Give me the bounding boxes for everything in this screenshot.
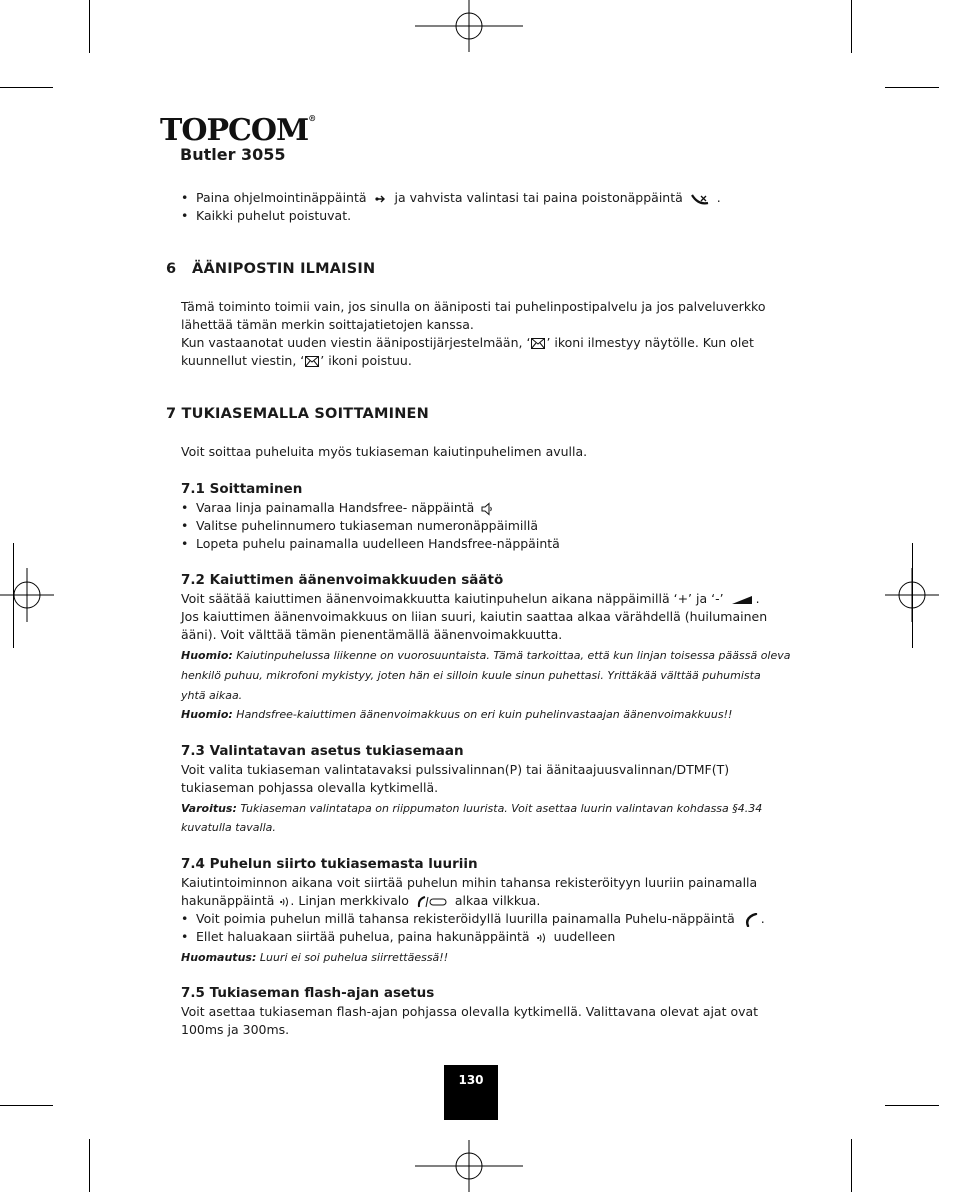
- phone-handset-icon: [745, 913, 759, 927]
- list-item: • Ellet haluakaan siirtää puhelua, paina hakunäppäintä uudelleen: [181, 929, 616, 944]
- paging-icon: [537, 932, 547, 944]
- speaker-icon: [481, 502, 493, 516]
- paragraph-line: Voit valita tukiaseman valintatavaksi pulssivalinnan(P) tai äänitaajuusvalinnan/DTMF(T): [181, 762, 730, 777]
- list-item: • Kaikki puhelut poistuvat.: [181, 208, 352, 223]
- crop-mark: [89, 0, 90, 53]
- note-line: henkilö puhuu, mikrofoni mykistyy, joten hän ei silloin kuule sinun puhettasi. Yrittäkää välttää puhumista: [181, 669, 761, 682]
- delete-key-icon: [690, 193, 710, 205]
- paragraph-line: lähettää tämän merkin soittajatietojen kanssa.: [181, 317, 474, 332]
- volume-ramp-icon: [731, 595, 753, 605]
- registration-mark-icon: [415, 0, 523, 52]
- list-item: • Varaa linja painamalla Handsfree- näppäintä: [181, 499, 496, 517]
- paragraph-line: tukiaseman pohjassa olevalla kytkimellä.: [181, 780, 439, 795]
- registered-mark: ®: [308, 113, 316, 123]
- subsection-heading: 7.4 Puhelun siirto tukiasemasta luuriin: [181, 856, 478, 872]
- paragraph-line: Kaiutintoiminnon aikana voit siirtää puhelun mihin tahansa rekisteröityyn luuriin painamalla: [181, 875, 758, 890]
- logo-text: TOPCOM: [160, 113, 309, 148]
- crop-mark: [0, 1105, 53, 1106]
- crop-mark: [851, 0, 852, 53]
- section-heading: 7 TUKIASEMALLA SOITTAMINEN: [166, 406, 429, 422]
- list-item: • Lopeta puhelu painamalla uudelleen Handsfree-näppäintä: [181, 536, 560, 551]
- registration-mark-icon: [415, 1140, 523, 1192]
- registration-mark-icon: [0, 568, 54, 622]
- note-line: yhtä aikaa.: [181, 689, 243, 702]
- paragraph-line: Voit säätää kaiuttimen äänenvoimakkuutta kaiutinpuhelun aikana näppäimillä ‘+’ ja ‘-’ .: [181, 591, 760, 606]
- registration-mark-icon: [885, 568, 939, 622]
- paragraph-line: Voit soittaa puheluita myös tukiaseman kaiutinpuhelimen avulla.: [181, 444, 588, 459]
- line-led-icon: [416, 895, 448, 909]
- paragraph-line: Jos kaiuttimen äänenvoimakkuus on liian suuri, kaiutin saattaa alkaa värähdellä (huilumainen: [181, 609, 768, 624]
- note-label: Varoitus:: [181, 802, 237, 815]
- model-name: Butler 3055: [180, 145, 286, 164]
- list-item: • Valitse puhelinnumero tukiaseman numeronäppäimillä: [181, 518, 538, 533]
- crop-mark: [885, 1105, 939, 1106]
- page-number: 130: [444, 1065, 498, 1120]
- paragraph-line: Voit asettaa tukiaseman flash-ajan pohjassa olevalla kytkimellä. Valittavana olevat ajat ovat: [181, 1004, 759, 1019]
- paragraph-line: kuunnellut viestin, ‘ ’ ikoni poistuu.: [181, 353, 412, 368]
- crop-mark: [885, 87, 939, 88]
- note: Huomautus: Luuri ei soi puhelua siirrettäessä!!: [181, 951, 449, 964]
- note: Huomio: Kaiutinpuhelussa liikenne on vuorosuuntaista. Tämä tarkoittaa, että kun linjan toisessa päässä oleva: [181, 649, 791, 662]
- envelope-icon: [531, 338, 545, 349]
- paragraph-line: Tämä toiminto toimii vain, jos sinulla on ääniposti tai puhelinpostipalvelu ja jos palveluverkko: [181, 299, 766, 314]
- note-label: Huomio:: [181, 708, 233, 721]
- paragraph-line: ääni). Voit välttää tämän pienentämällä äänenvoimakkuutta.: [181, 627, 563, 642]
- note-label: Huomio:: [181, 649, 233, 662]
- paging-icon: [280, 896, 290, 908]
- section-heading: 6 ÄÄNIPOSTIN ILMAISIN: [166, 261, 376, 277]
- brand-logo: [160, 113, 315, 148]
- note-line: kuvatulla tavalla.: [181, 821, 276, 834]
- paragraph-line: hakunäppäintä . Linjan merkkivalo alkaa vilkkua.: [181, 893, 541, 908]
- envelope-icon: [305, 356, 319, 367]
- paragraph-line: Kun vastaanotat uuden viestin äänipostijärjestelmään, ‘ ’ ikoni ilmestyy näytölle. Kun olet: [181, 335, 754, 350]
- crop-mark: [89, 1139, 90, 1192]
- paragraph-line: 100ms ja 300ms.: [181, 1022, 290, 1037]
- list-item: • Voit poimia puhelun millä tahansa rekisteröidyllä luurilla painamalla Puhelu-näppäintä .: [181, 911, 765, 926]
- list-item: • Paina ohjelmointinäppäintä ja vahvista valintasi tai paina poistonäppäintä .: [181, 190, 721, 205]
- crop-mark: [0, 87, 53, 88]
- note-label: Huomautus:: [181, 951, 257, 964]
- subsection-heading: 7.3 Valintatavan asetus tukiasemaan: [181, 743, 464, 759]
- subsection-heading: 7.2 Kaiuttimen äänenvoimakkuuden säätö: [181, 572, 504, 588]
- program-key-icon: [374, 193, 388, 205]
- note: Huomio: Handsfree-kaiuttimen äänenvoimakkuus on eri kuin puhelinvastaajan äänenvoimakkuus!!: [181, 708, 733, 721]
- subsection-heading: 7.1 Soittaminen: [181, 481, 303, 497]
- subsection-heading: 7.5 Tukiaseman flash-ajan asetus: [181, 985, 435, 1001]
- crop-mark: [851, 1139, 852, 1192]
- note: Varoitus: Tukiaseman valintatapa on riippumaton luurista. Voit asettaa luurin valintavan kohdassa §4.34: [181, 802, 763, 815]
